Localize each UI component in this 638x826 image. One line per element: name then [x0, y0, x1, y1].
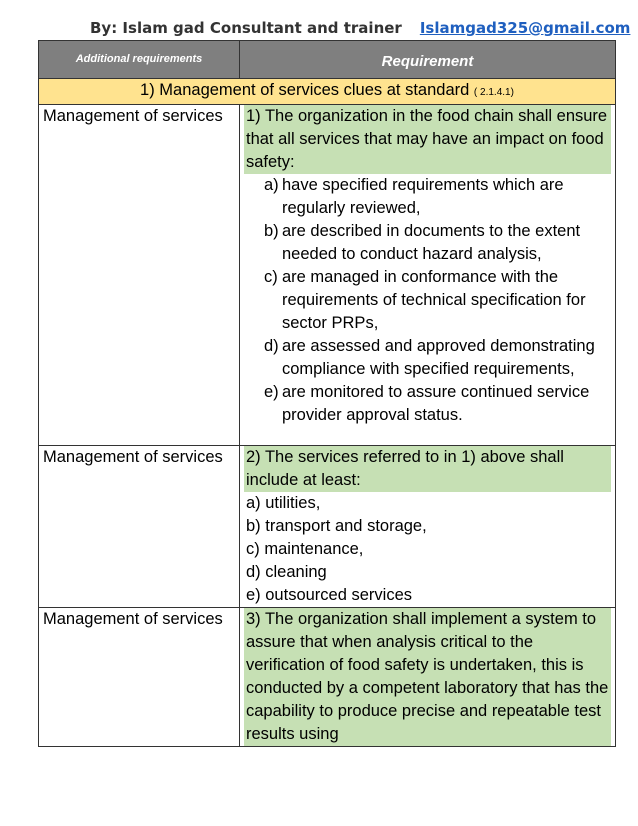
list-marker: e) [264, 383, 279, 401]
list-text: are assessed and approved demonstrating compliance with specified requirements, [282, 337, 595, 378]
row-requirement-cell [240, 446, 616, 608]
list-item [240, 335, 615, 381]
list-marker: a) [264, 176, 279, 194]
list-text: have specified requirements which are regularly reviewed, [282, 176, 564, 217]
row-requirement-cell [240, 105, 616, 446]
author-credit: By: Islam gad Consultant and trainer [90, 19, 402, 37]
requirement-intro: 3) The organization shall implement a system to assure that when analysis critical to the verification of food safety is undertaken, this is conducted by a competent laboratory that has the capability to produce precise and repeatable test results using [244, 608, 611, 746]
list-item: d) cleaning [246, 563, 327, 581]
requirements-table [38, 40, 616, 747]
row-label-cell [39, 608, 240, 747]
requirement-intro: 1) The organization in the food chain shall ensure that all services that may have an impact on food safety: [244, 105, 611, 174]
list-item: c) maintenance, [246, 540, 364, 558]
row-requirement-cell [240, 608, 616, 747]
list-item: b) transport and storage, [246, 517, 427, 535]
header-requirement: Requirement [240, 41, 616, 79]
list-item: a) utilities, [246, 494, 321, 512]
list-marker: c) [264, 268, 278, 286]
section-title: 1) Management of services clues at standard [140, 81, 470, 99]
list-item [240, 220, 615, 266]
list-marker: d) [264, 337, 279, 355]
row-label: Management of services [43, 610, 223, 628]
section-code: ( 2.1.4.1) [473, 87, 514, 98]
list-item [240, 266, 615, 335]
list-text: are managed in conformance with the requirements of technical specification for sector PRPs, [282, 268, 586, 332]
list-item [240, 381, 615, 427]
table-row [39, 105, 616, 446]
list-text: are described in documents to the extent needed to conduct hazard analysis, [282, 222, 581, 263]
table-row [39, 446, 616, 608]
row-label: Management of services [43, 448, 223, 466]
list-marker: b) [264, 222, 279, 240]
list-item [240, 174, 615, 220]
list-item: e) outsourced services [246, 586, 412, 604]
byline [90, 19, 630, 37]
row-label: Management of services [43, 107, 223, 125]
row-label-cell [39, 446, 240, 608]
table-row [39, 608, 616, 747]
list-text: are monitored to assure continued service provider approval status. [282, 383, 590, 424]
header-additional-requirements: Additional requirements [39, 41, 240, 79]
section-row [39, 79, 616, 105]
section-title-cell [39, 79, 616, 105]
requirement-intro: 2) The services referred to in 1) above shall include at least: [244, 446, 611, 492]
requirement-sublist [240, 174, 615, 427]
row-label-cell [39, 105, 240, 446]
email-link[interactable]: Islamgad325@gmail.com [419, 19, 631, 37]
header-row [39, 41, 616, 79]
